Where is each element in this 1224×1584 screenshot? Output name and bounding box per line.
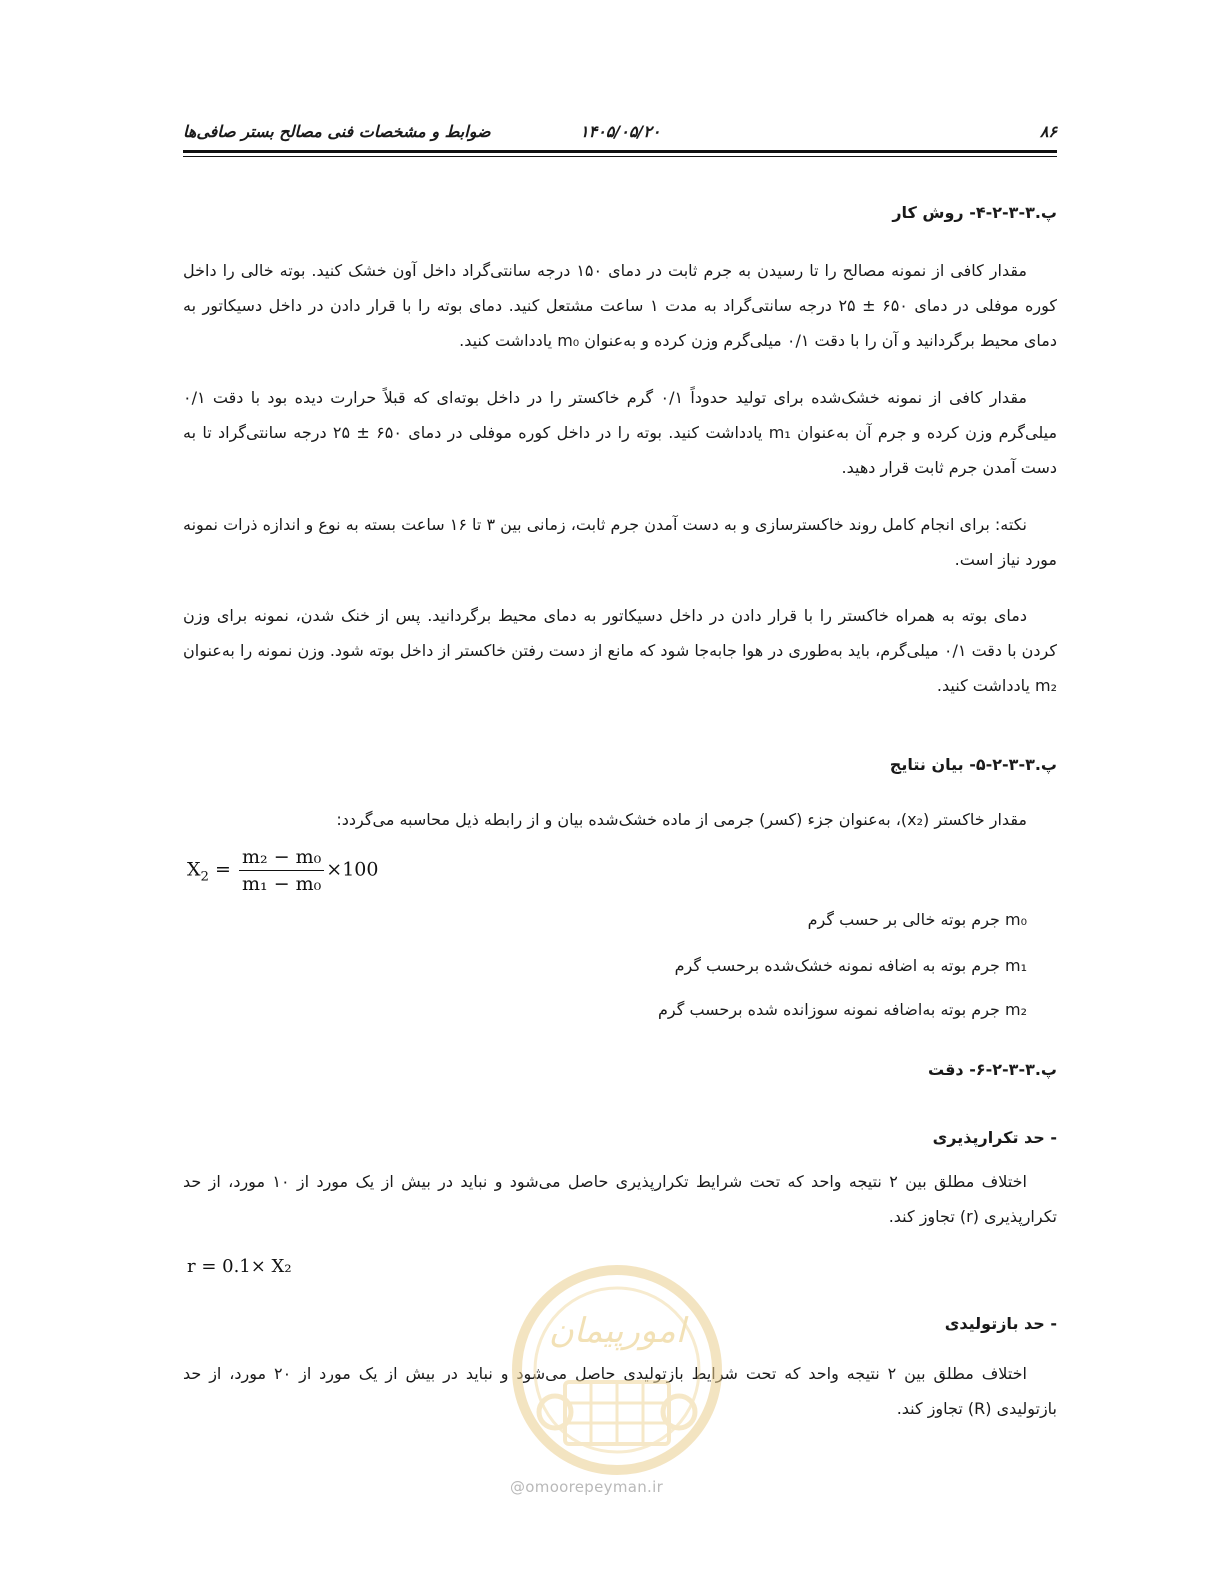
watermark-logo-text: امورپیمان bbox=[548, 1311, 686, 1351]
definition-m0: m₀ جرم بوته خالی بر حسب گرم bbox=[807, 910, 1027, 929]
header-title: ضوابط و مشخصات فنی مصالح بستر صافی‌ها bbox=[183, 122, 491, 141]
formula-fraction bbox=[239, 846, 324, 895]
ash-formula: $X_2$ = $\frac{\text{m₂ − m₀}}{\text{m₁ − m₀}}$ ×100 bbox=[187, 846, 379, 895]
repeatability-formula: r = 0.1× X₂ bbox=[187, 1256, 292, 1277]
paragraph-note: نکته: برای انجام کامل روند خاکسترسازی و به دست آمدن جرم ثابت، زمانی بین ۳ تا ۱۶ ساعت بسته به نوع و اندازه ذرات نمونه مورد نیاز است. bbox=[183, 515, 1057, 569]
section-heading-results: پ.۳-۳-۲-۵- بیان نتایج bbox=[889, 755, 1057, 774]
page-header bbox=[183, 118, 1057, 148]
formula-lhs: X bbox=[187, 858, 201, 881]
definition-m1: m₁ جرم بوته به اضافه نمونه خشک‌شده برحسب گرم bbox=[674, 956, 1027, 975]
formula-multiplier: ×100 bbox=[326, 858, 379, 881]
section-heading-precision: پ.۳-۳-۲-۶- دقت bbox=[928, 1060, 1057, 1079]
header-rule-thick bbox=[183, 150, 1057, 153]
reproducibility-text: اختلاف مطلق بین ۲ نتیجه واحد که تحت شرایط بازتولیدی حاصل می‌شود و نباید در بیش از یک مورد از ۲۰ مورد، از حد بازتولیدی (R) تجاوز کند. bbox=[183, 1364, 1057, 1418]
formula-numerator: m₂ − m₀ bbox=[239, 846, 324, 871]
section-heading-procedure: پ.۳-۳-۲-۴- روش کار bbox=[892, 203, 1057, 222]
paragraph-procedure-3: دمای بوته به همراه خاکستر را با قرار دادن در داخل دسیکاتور به دمای محیط برگردانید. پس از خنک شدن، نمونه برای وزن کردن با دقت ۰/۱ میلی‌گرم، باید به‌طوری در هوا جابه‌جا شود که مانع از دست رفتن خاکستر از داخل بوته شود. وزن نمونه را به‌عنوان m₂ یادداشت کنید. bbox=[183, 606, 1058, 695]
definition-m2: m₂ جرم بوته به‌اضافه نمونه سوزانده شده برحسب گرم bbox=[658, 1000, 1027, 1019]
formula-lhs-sub: 2 bbox=[200, 869, 209, 885]
formula-denominator: m₁ − m₀ bbox=[242, 873, 322, 895]
header-date: ۱۴۰۵/۰۵/۲۰ bbox=[580, 122, 661, 141]
repeatability-heading: - حد تکرارپذیری bbox=[932, 1128, 1057, 1147]
paragraph-procedure-2: مقدار کافی از نمونه خشک‌شده برای تولید حدوداً ۰/۱ گرم خاکستر را در داخل بوته‌ای که قبلاً حرارت دیده بود با دقت ۰/۱ میلی‌گرم وزن کرده و جرم آن به‌عنوان m₁ یادداشت کنید. بوته را در داخل کوره موفلی در دمای ۶۵۰ ± ۲۵ درجه سانتی‌گراد تا به دست آمدن جرم ثابت قرار دهید. bbox=[183, 388, 1058, 477]
header-rule-thin bbox=[183, 156, 1057, 157]
results-intro: مقدار خاکستر (x₂)، به‌عنوان جزء (کسر) جرمی از ماده خشک‌شده بیان و از رابطه ذیل محاسبه می‌گردد: bbox=[336, 810, 1027, 829]
watermark-site: @omoorepeyman.ir bbox=[510, 1478, 664, 1496]
repeatability-text: اختلاف مطلق بین ۲ نتیجه واحد که تحت شرایط تکرارپذیری حاصل می‌شود و نباید در بیش از یک مورد از ۱۰ مورد، از حد تکرارپذیری (r) تجاوز کند. bbox=[183, 1172, 1057, 1226]
page-number: ۸۶ bbox=[1039, 122, 1057, 141]
watermark-logo bbox=[487, 1262, 747, 1477]
paragraph-procedure-1: مقدار کافی از نمونه مصالح را تا رسیدن به جرم ثابت در دمای ۱۵۰ درجه سانتی‌گراد داخل آون خشک کنید. بوته خالی را داخل کوره موفلی در دمای ۶۵۰ ± ۲۵ درجه سانتی‌گراد به مدت ۱ ساعت مشتعل کنید. دمای بوته را با قرار دادن در داخل دسیکاتور به دمای محیط برگردانید و آن را با دقت ۰/۱ میلی‌گرم وزن کرده و به‌عنوان m₀ یادداشت کنید. bbox=[183, 261, 1058, 350]
reproducibility-heading: - حد بازتولیدی bbox=[944, 1314, 1057, 1333]
